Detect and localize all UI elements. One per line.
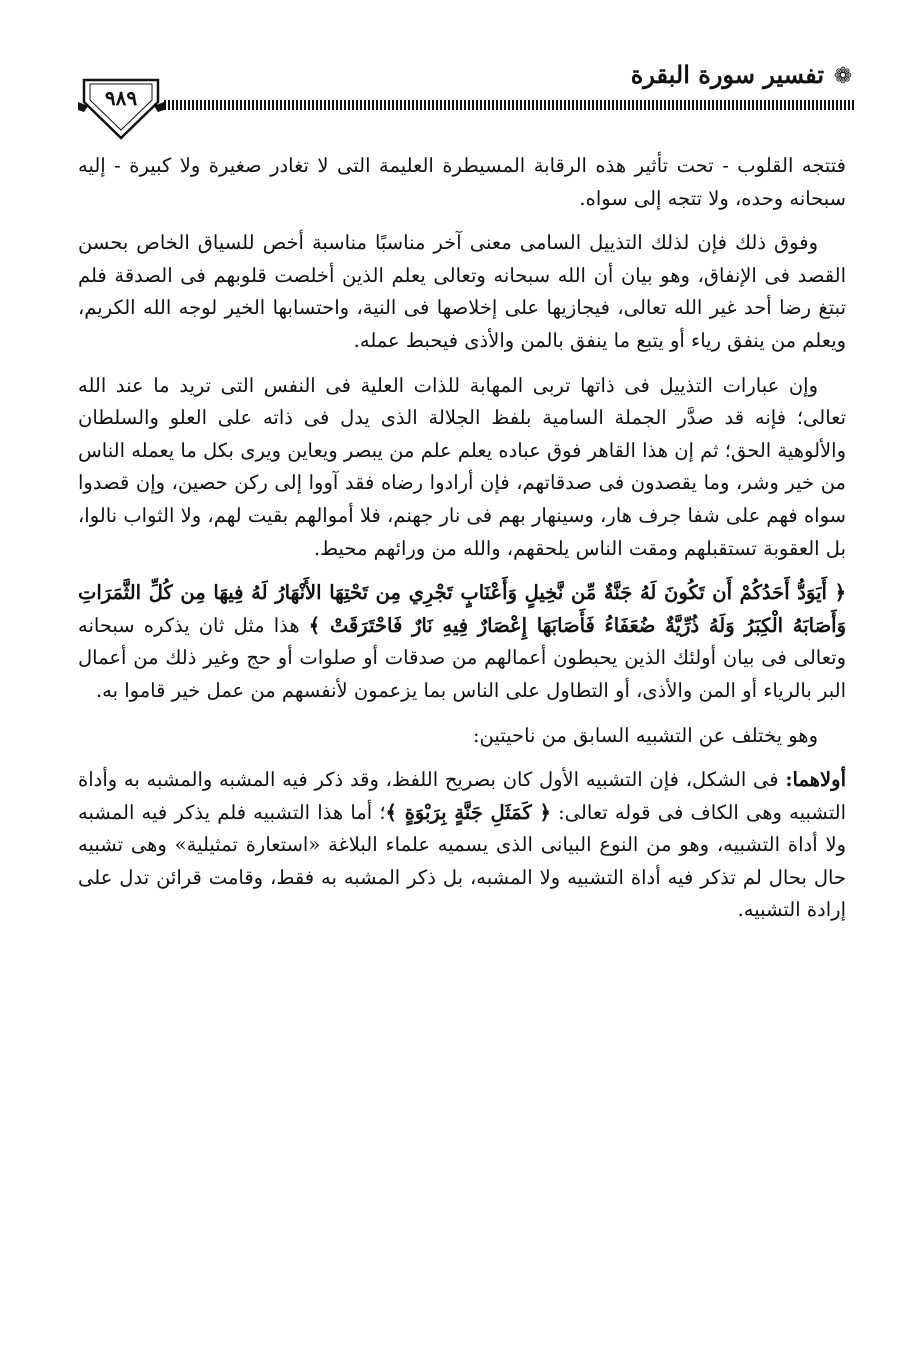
- page-number-badge: [76, 72, 166, 142]
- header-rule: [164, 100, 856, 110]
- paragraph-2: وفوق ذلك فإن لذلك التذييل السامى معنى آخر مناسبًا مناسبة أخص للسياق الخاص بحسن القصد فى الإنفاق، وهو بيان أن الله سبحانه وتعالى يعلم الذين أخلصت قلوبهم فى الصدقة فلم تبتغ رضا أحد غير الله تعالى، فيجازيها على إخلاصها فى النية، واحتسابها الخير لوجه الله الكريم، ويعلم من ينفق رياء أو يتبع ما ينفق بالمن والأذى فيحبط عمله.: [78, 231, 846, 352]
- first-aspect-label: أولاهما:: [785, 768, 846, 792]
- paragraph-5: وهو يختلف عن التشبيه السابق من ناحيتين:: [472, 723, 818, 747]
- page-header: [76, 52, 856, 152]
- paragraph-6-text-b: ؛ أما هذا التشبيه فلم يذكر فيه المشبه ولا أداة التشبيه، وهو من النوع البيانى الذى يسميه علماء البلاغة «استعارة تمثيلية» وهى تشبيه حال بحال لم تذكر فيه أداة التشبيه ولا المشبه، بل ذكر المشبه به فقط، وقامت قرائن تدل على إرادة التشبيه.: [78, 800, 846, 922]
- quran-verse-1: ﴿ أَيَوَدُّ أَحَدُكُمْ أَن تَكُونَ لَهُ جَنَّةٌ مِّن نَّخِيلٍ وَأَعْنَابٍ تَجْرِي مِن تَحْتِهَا الأَنْهَارُ لَهُ فِيهَا مِن كُلِّ الثَّمَرَاتِ وَأَصَابَهُ الْكِبَرُ وَلَهُ ذُرِّيَّةٌ ضُعَفَاءُ فَأَصَابَهَا إِعْصَارٌ فِيهِ نَارٌ فَاحْتَرَقَتْ ﴾: [78, 581, 846, 637]
- paragraph-6: [78, 764, 846, 927]
- flower-ornament-icon: ❁: [833, 64, 853, 89]
- page-content: [78, 150, 846, 939]
- quran-verse-2: ﴿ كَمَثَلِ جَنَّةٍ بِرَبْوَةٍ ﴾: [385, 800, 551, 824]
- paragraph-4-text: هذا مثل ثان يذكره سبحانه وتعالى فى بيان أولئك الذين يحبطون أعمالهم من صدقات أو صلوات أو حج وغير ذلك من أعمال البر بالرياء أو المن والأذى، أو التطاول على الناس بما يزعمون لأنفسهم من عمل خير قاموا به.: [78, 613, 846, 702]
- paragraph-4: [78, 577, 846, 707]
- page-number: ٩٨٩: [104, 86, 138, 110]
- surah-title: تفسير سورة البقرة: [630, 60, 824, 89]
- paragraph-1: فتتجه القلوب - تحت تأثير هذه الرقابة المسيطرة العليمة التى لا تغادر صغيرة ولا كبيرة - إليه سبحانه وحده، ولا تتجه إلى سواه.: [78, 154, 846, 210]
- paragraph-6-text-a: فى الشكل، فإن التشبيه الأول كان بصريح اللفظ، وقد ذكر فيه المشبه والمشبه به وأداة التشبيه وهى الكاف فى قوله تعالى:: [78, 768, 846, 824]
- paragraph-3: وإن عبارات التذييل فى ذاتها تربى المهابة للذات العلية فى النفس التى تريد ما عند الله تعالى؛ فإنه قد صدَّر الجملة السامية بلفظ الجلالة الذى يدل فى ذاته على العلو والسلطان والألوهية الحق؛ ثم إن هذا القاهر فوق عباده يعلم علم من يبصر ويعاين ويرى بكل ما يعمله الناس من خير وشر، وما يقصدون فى صدقاتهم، فإن أرادوا رضاه فقد آووا إلى ركن حصين، وإن قصدوا سواه فهم على شفا جرف هار، وسينهار بهم فى نار جهنم، فلا أموالهم بقيت لهم، ولا الثواب نالوا، بل العقوبة تستقبلهم ومقت الناس يلحقهم، والله من ورائهم محيط.: [78, 373, 846, 560]
